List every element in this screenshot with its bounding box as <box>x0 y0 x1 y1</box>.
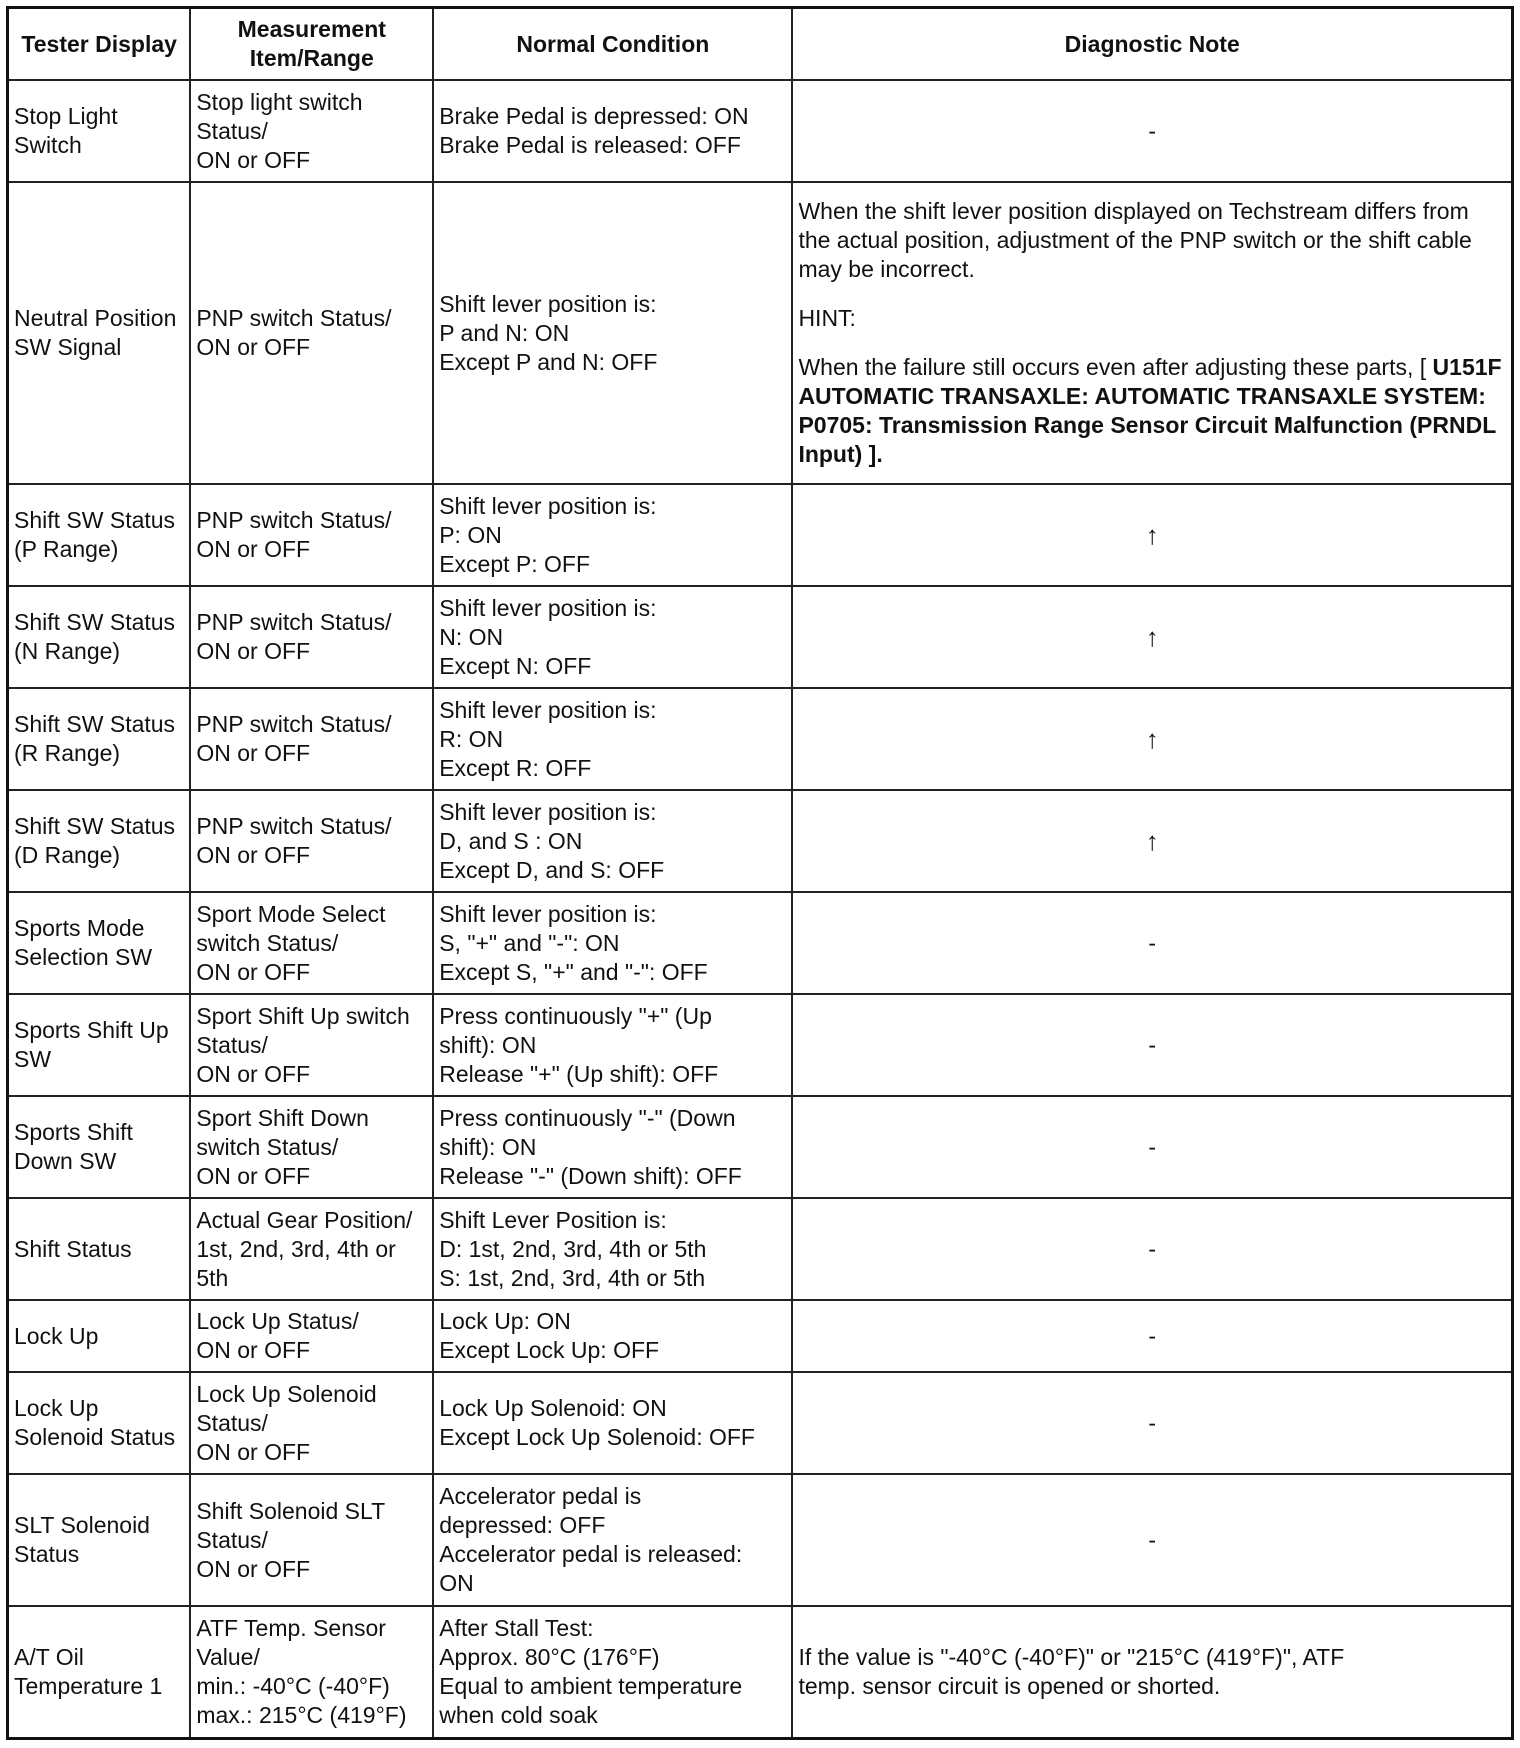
normal-condition-cell: After Stall Test: Approx. 80°C (176°F) Equal to ambient temperature when cold soak <box>433 1606 792 1738</box>
normal-condition-cell: Lock Up: ON Except Lock Up: OFF <box>433 1300 792 1372</box>
tester-display-cell: Shift SW Status (N Range) <box>8 586 191 688</box>
tester-display-cell: Shift SW Status (R Range) <box>8 688 191 790</box>
table-row <box>8 994 1513 1096</box>
measurement-range-cell: PNP switch Status/ ON or OFF <box>190 688 433 790</box>
tester-display-cell: Shift SW Status (D Range) <box>8 790 191 892</box>
tester-display-cell: A/T Oil Temperature 1 <box>8 1606 191 1738</box>
measurement-range-cell: PNP switch Status/ ON or OFF <box>190 586 433 688</box>
tester-display-cell: Shift Status <box>8 1198 191 1300</box>
table-header-row <box>8 8 1513 81</box>
table-row <box>8 1474 1513 1606</box>
table-row <box>8 1300 1513 1372</box>
tester-display-cell: Lock Up <box>8 1300 191 1372</box>
header-measurement-item-range: Measurement Item/Range <box>190 8 433 81</box>
tester-display-cell: Shift SW Status (P Range) <box>8 484 191 586</box>
same-as-above-arrow-icon: ↑ <box>792 688 1512 790</box>
measurement-range-cell: PNP switch Status/ ON or OFF <box>190 790 433 892</box>
tester-display-cell: SLT Solenoid Status <box>8 1474 191 1606</box>
normal-condition-cell: Press continuously "-" (Down shift): ON Release "-" (Down shift): OFF <box>433 1096 792 1198</box>
same-as-above-arrow-icon: ↑ <box>792 790 1512 892</box>
measurement-range-cell: PNP switch Status/ ON or OFF <box>190 182 433 484</box>
same-as-above-arrow-icon: ↑ <box>792 484 1512 586</box>
table-row <box>8 484 1513 586</box>
table-row <box>8 1372 1513 1474</box>
measurement-range-cell: ATF Temp. Sensor Value/ min.: -40°C (-40°F) max.: 215°C (419°F) <box>190 1606 433 1738</box>
diagnostic-note-cell: - <box>792 892 1512 994</box>
measurement-range-cell: Shift Solenoid SLT Status/ ON or OFF <box>190 1474 433 1606</box>
normal-condition-cell: Brake Pedal is depressed: ON Brake Pedal is released: OFF <box>433 80 792 182</box>
tester-display-cell: Neutral Position SW Signal <box>8 182 191 484</box>
tester-display-cell: Lock Up Solenoid Status <box>8 1372 191 1474</box>
normal-condition-cell: Shift lever position is: D, and S : ON Except D, and S: OFF <box>433 790 792 892</box>
normal-condition-cell: Shift lever position is: N: ON Except N: OFF <box>433 586 792 688</box>
table-row <box>8 182 1513 484</box>
diagnostic-note-cell: - <box>792 1096 1512 1198</box>
tester-display-cell: Sports Shift Up SW <box>8 994 191 1096</box>
tester-display-cell: Sports Shift Down SW <box>8 1096 191 1198</box>
diagnostic-note-cell <box>792 182 1512 484</box>
header-tester-display: Tester Display <box>8 8 191 81</box>
data-list-table <box>6 6 1514 1740</box>
note-failure: When the failure still occurs even after adjusting these parts, [ U151F AUTOMATIC TRANSAXLE: AUTOMATIC TRANSAXLE SYSTEM: P0705: Transmission Range Sensor Circuit Malfunction (PRNDL Input) ]. <box>798 354 1502 467</box>
table-row <box>8 586 1513 688</box>
measurement-range-cell: Lock Up Status/ ON or OFF <box>190 1300 433 1372</box>
normal-condition-cell: Shift lever position is: S, "+" and "-": ON Except S, "+" and "-": OFF <box>433 892 792 994</box>
measurement-range-cell: Sport Shift Up switch Status/ ON or OFF <box>190 994 433 1096</box>
note-hint: HINT: <box>798 305 856 331</box>
table-row <box>8 1198 1513 1300</box>
table-row <box>8 1606 1513 1738</box>
measurement-range-cell: Sport Shift Down switch Status/ ON or OFF <box>190 1096 433 1198</box>
table-row <box>8 80 1513 182</box>
header-diagnostic-note: Diagnostic Note <box>792 8 1512 81</box>
diagnostic-data-list <box>6 6 1514 1740</box>
tester-display-cell: Stop Light Switch <box>8 80 191 182</box>
diagnostic-note-cell: If the value is "-40°C (-40°F)" or "215°C (419°F)", ATF temp. sensor circuit is opened or shorted. <box>792 1606 1512 1738</box>
normal-condition-cell: Shift lever position is: R: ON Except R: OFF <box>433 688 792 790</box>
measurement-range-cell: PNP switch Status/ ON or OFF <box>190 484 433 586</box>
diagnostic-note-cell: - <box>792 1474 1512 1606</box>
same-as-above-arrow-icon: ↑ <box>792 586 1512 688</box>
table-row <box>8 892 1513 994</box>
prndl-input-link[interactable]: U151F AUTOMATIC TRANSAXLE: AUTOMATIC TRANSAXLE SYSTEM: P0705: Transmission Range Sensor Circuit Malfunction (PRNDL Input) ]. <box>798 354 1502 467</box>
table-row <box>8 790 1513 892</box>
normal-condition-cell: Shift Lever Position is: D: 1st, 2nd, 3rd, 4th or 5th S: 1st, 2nd, 3rd, 4th or 5th <box>433 1198 792 1300</box>
measurement-range-cell: Actual Gear Position/ 1st, 2nd, 3rd, 4th or 5th <box>190 1198 433 1300</box>
measurement-range-cell: Sport Mode Select switch Status/ ON or OFF <box>190 892 433 994</box>
normal-condition-cell: Shift lever position is: P and N: ON Except P and N: OFF <box>433 182 792 484</box>
table-row <box>8 1096 1513 1198</box>
diagnostic-note-cell: - <box>792 80 1512 182</box>
tester-display-cell: Sports Mode Selection SW <box>8 892 191 994</box>
measurement-range-cell: Stop light switch Status/ ON or OFF <box>190 80 433 182</box>
normal-condition-cell: Press continuously "+" (Up shift): ON Release "+" (Up shift): OFF <box>433 994 792 1096</box>
normal-condition-cell: Accelerator pedal is depressed: OFF Accelerator pedal is released: ON <box>433 1474 792 1606</box>
diagnostic-note-cell: - <box>792 1372 1512 1474</box>
normal-condition-cell: Shift lever position is: P: ON Except P: OFF <box>433 484 792 586</box>
diagnostic-note-cell: - <box>792 1300 1512 1372</box>
header-normal-condition: Normal Condition <box>433 8 792 81</box>
diagnostic-note-cell: - <box>792 1198 1512 1300</box>
measurement-range-cell: Lock Up Solenoid Status/ ON or OFF <box>190 1372 433 1474</box>
table-row <box>8 688 1513 790</box>
normal-condition-cell: Lock Up Solenoid: ON Except Lock Up Solenoid: OFF <box>433 1372 792 1474</box>
diagnostic-note-cell: - <box>792 994 1512 1096</box>
note-intro: When the shift lever position displayed on Techstream differs from the actual position, adjustment of the PNP switch or the shift cable may be incorrect. <box>798 198 1472 282</box>
